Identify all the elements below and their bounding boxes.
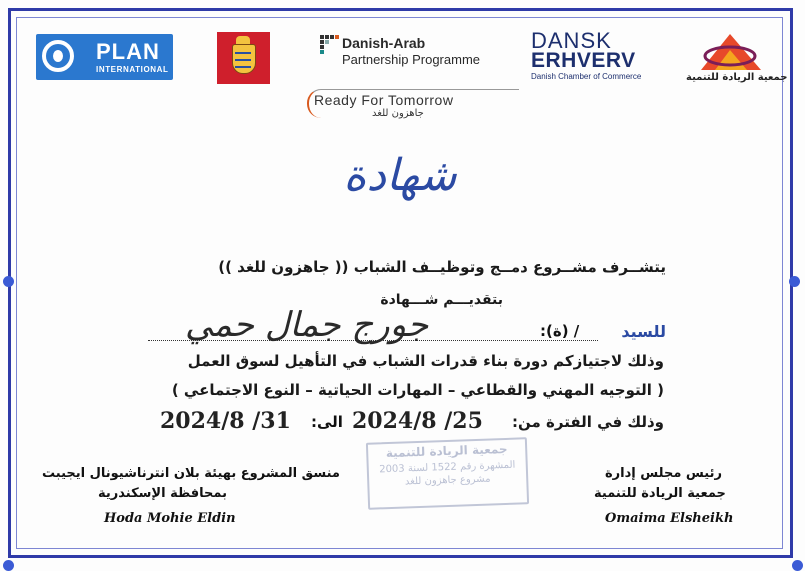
plan-logo-subtext: INTERNATIONAL [96,65,169,74]
period-from-date: 2024/8 /25 [352,408,483,434]
danish-crest-logo [217,32,270,84]
left-signatory-title: منسق المشروع بهيئة بلان انترناشيونال ايجيبت [42,466,340,481]
plan-international-logo [36,34,173,80]
plan-person-icon [42,40,74,72]
ready-for-tomorrow-logo [307,89,519,119]
right-signatory-organization: جمعية الريادة للتنمية [594,486,726,501]
recipient-label-suffix: / (ة): [540,322,580,340]
certificate-intro-line: يتشــرف مشــروع دمــج وتوظيــف الشباب (( جاهزون للغد )) [218,258,666,276]
period-to-label: الى: [311,413,343,431]
raeda-association-name: جمعية الريادة للتنمية [686,72,788,83]
border-ornament-right [789,276,800,287]
dansk-erhverv-subtitle: Danish Chamber of Commerce [531,72,642,81]
dansk-erhverv-logo-line2: ERHVERV [531,49,636,72]
left-signatory-location: بمحافظة الإسكندرية [98,486,227,501]
plan-logo-text: PLAN [96,39,160,64]
association-stamp [366,437,529,510]
ready-for-tomorrow-arabic: جاهزون للغد [372,108,424,119]
dansk-erhverv-logo-line1: DANSK [531,28,612,53]
course-topics-line: ( التوجيه المهني والقطاعي – المهارات الحياتية – النوع الاجتماعي ) [171,381,664,399]
right-signatory-title: رئيس مجلس إدارة [605,466,722,481]
raeda-association-logo [693,30,768,72]
border-ornament-bottom-left [3,560,14,571]
period-to-date: 2024/8 /31 [160,408,291,434]
stamp-line2: المشهرة رقم 1522 لسنة 2003 [379,459,516,476]
crown-icon [236,36,250,44]
period-label: وذلك في الفترة من: [512,413,664,431]
border-ornament-bottom-right [792,560,803,571]
recipient-name: جورج جمال حمي [185,305,429,345]
ready-for-tomorrow-text: Ready For Tomorrow [314,92,454,108]
stamp-line1: جمعية الريادة للتنمية [385,441,508,461]
stamp-line3: مشروع جاهزون للغد [404,473,491,488]
right-signatory-name: Omaima Elsheikh [605,511,734,526]
left-signatory-name: Hoda Mohie Eldin [104,511,236,526]
course-description-line: وذلك لاجتيازكم دورة بناء قدرات الشباب في التأهيل لسوق العمل [187,352,664,370]
certificate-presentation-line: بتقديـــم شـــهادة [380,292,503,308]
border-ornament-left [3,276,14,287]
danish-arab-mark-icon [320,35,340,55]
certificate-title: شهادة [343,150,457,201]
recipient-label: للسيد [621,322,666,341]
danish-arab-subtitle: Partnership Programme [342,52,480,67]
danish-arab-title: Danish-Arab [342,35,426,51]
